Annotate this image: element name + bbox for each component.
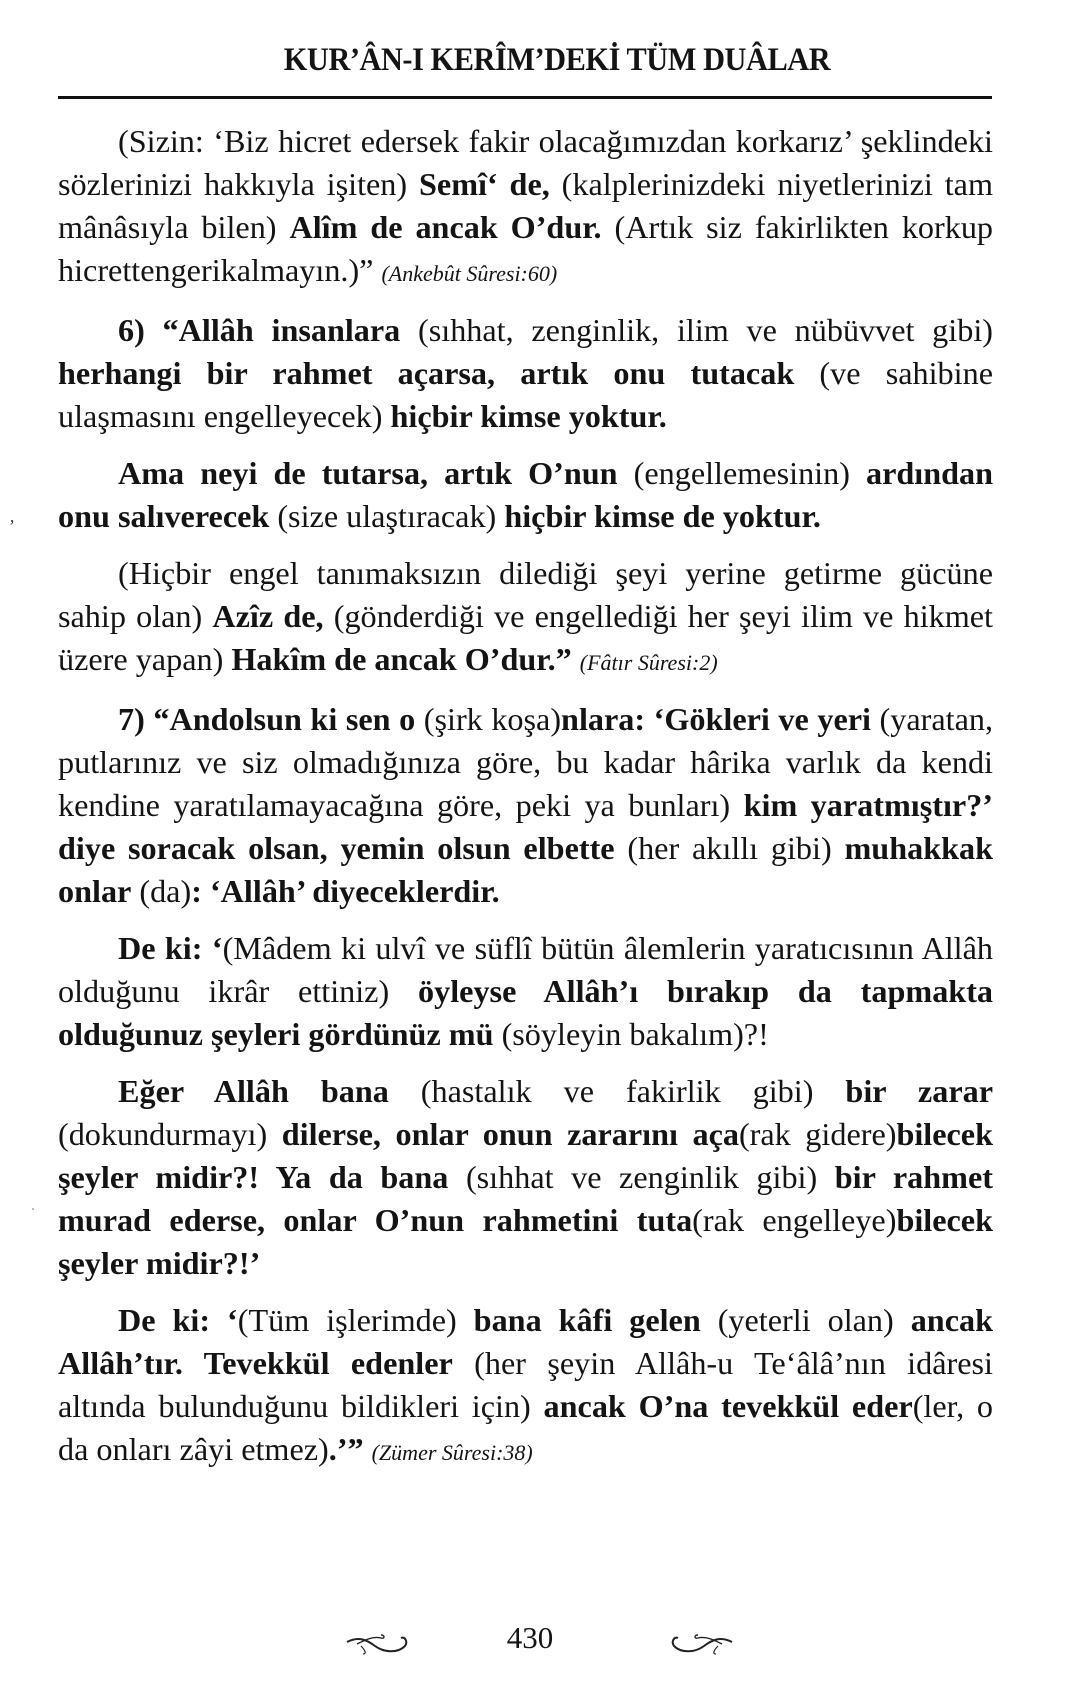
text-run: (rak gidere)	[738, 1116, 897, 1152]
surah-reference: (Fâtır Sûresi:2)	[579, 650, 718, 675]
text-run: (Hiçbir engel tanımaksızın dilediği şeyi yerine getirme gücüne sahip olan)	[58, 555, 993, 634]
margin-dot	[32, 1208, 34, 1210]
bold-text-run: De ki: ‘	[118, 930, 223, 966]
bold-text-run: ardından onu salıverecek	[58, 455, 993, 534]
bold-text-run: bilecek şeyler midir?!’	[58, 1202, 993, 1281]
page-header	[0, 42, 1074, 79]
surah-reference: (Zümer Sûresi:38)	[371, 1440, 533, 1465]
bold-text-run: ancak Allâh’tır. Tevekkül edenler	[58, 1302, 993, 1381]
text-run: (sıhhat, zenginlik, ilim ve nübüvvet gibi)	[400, 312, 993, 348]
bold-text-run: bana kâfi gelen	[473, 1302, 701, 1338]
paragraph	[58, 452, 993, 538]
bold-text-run: Hakîm de ancak O’dur.”	[231, 641, 572, 677]
bold-text-run: hiçbir kimse yoktur.	[390, 398, 667, 434]
bold-text-run: bir zarar	[845, 1073, 993, 1109]
text-run: (her şeyin Allâh-u Te‘âlâ’nın idâresi altında bulunduğunu bildikleri için)	[58, 1345, 993, 1424]
text-run: (yeterli olan)	[700, 1302, 911, 1338]
running-title: KUR’ÂN-I KERÎM’DEKİ TÜM DUÂLAR	[283, 42, 831, 78]
page-footer	[0, 1620, 1074, 1670]
text-run: (Tüm işlerimde)	[237, 1302, 474, 1338]
bold-text-run: 6) “Allâh insanlara	[118, 312, 401, 348]
bold-text-run: dilerse, onlar onun zararını aça	[281, 1116, 739, 1152]
text-run: (Mâdem ki ulvî ve süflî bütün âlemlerin yaratıcısının Allâh olduğunu ikrâr ettiniz)	[58, 930, 993, 1009]
paragraph	[58, 927, 993, 1056]
text-run: (size ulaştıracak)	[269, 498, 505, 534]
bold-text-run: muhakkak onlar	[58, 830, 993, 909]
page-body	[58, 120, 993, 1488]
text-run: (engellemesinin)	[617, 455, 866, 491]
margin-mark: ’	[9, 516, 15, 536]
bold-text-run: bilecek şeyler midir?! Ya da bana	[58, 1116, 993, 1195]
text-run: (şirk koşa)	[415, 701, 562, 737]
bold-text-run: Alîm de ancak O’dur.	[289, 209, 602, 245]
bold-text-run: : ‘Allâh’ diyeceklerdir.	[191, 873, 500, 909]
paragraph	[58, 1070, 993, 1285]
bold-text-run: Eğer Allâh bana	[118, 1073, 389, 1109]
bold-text-run: 7) “Andolsun ki sen o	[118, 701, 416, 737]
text-run: (ve sahibine ulaşmasını engelleyecek)	[58, 355, 993, 434]
text-run: (ler, o da onları zâyi etmez)	[58, 1388, 993, 1467]
text-run: (dokundurmayı)	[58, 1116, 282, 1152]
bold-text-run: Azîz de,	[212, 598, 324, 634]
paragraph	[58, 309, 993, 438]
text-run: (kalplerinizdeki niyetlerinizi tam mânâsıyla bilen)	[58, 166, 993, 245]
bold-text-run: bir rahmet murad ederse, onlar O’nun rahmetini tuta	[58, 1159, 993, 1238]
bold-text-run: .’”	[328, 1431, 364, 1467]
text-run: (hastalık ve fakirlik gibi)	[388, 1073, 846, 1109]
text-run: (sıhhat ve zenginlik gibi)	[448, 1159, 835, 1195]
flourish-ornament-right-icon	[668, 1630, 734, 1660]
text-run: (da)	[131, 873, 192, 909]
bold-text-run: herhangi bir rahmet açarsa, artık onu tutacak	[58, 355, 795, 391]
bold-text-run: kim yaratmıştır?’ diye soracak olsan, yemin olsun elbette	[58, 787, 994, 866]
text-run: (Sizin: ‘Biz hicret edersek fakir olacağımızdan korkarız’ şeklindeki sözlerinizi hakkıyla işiten)	[58, 123, 993, 202]
paragraph	[58, 120, 993, 295]
flourish-ornament-left-icon	[345, 1630, 411, 1660]
page-number: 430	[506, 1620, 554, 1655]
paragraph	[58, 698, 993, 913]
paragraph	[58, 1299, 993, 1474]
bold-text-run: Semî‘ de,	[419, 166, 550, 202]
bold-text-run: De ki: ‘	[118, 1302, 238, 1338]
bold-text-run: ancak O’na tevekkül eder	[543, 1388, 913, 1424]
bold-text-run: hiçbir kimse de yoktur.	[504, 498, 821, 534]
text-run: (rak engelleye)	[692, 1202, 897, 1238]
text-run: (yaratan, putlarınız ve siz olmadığınıza göre, bu kadar hârika varlık da kendi kendine yaratılamayacağına göre, peki ya bunları)	[58, 701, 994, 823]
surah-reference: (Ankebût Sûresi:60)	[381, 261, 558, 286]
bold-text-run: Ama neyi de tutarsa, artık O’nun	[118, 455, 618, 491]
paragraph	[58, 552, 993, 684]
bold-text-run: öyleyse Allâh’ı bırakıp da tapmakta olduğunuz şeyleri gördünüz mü	[58, 973, 994, 1052]
text-run: (söyleyin bakalım)?!	[493, 1016, 769, 1052]
text-run: (gönderdiği ve engellediği her şeyi ilim ve hikmet üzere yapan)	[58, 598, 993, 677]
bold-text-run: nlara: ‘Gökleri ve yeri	[561, 701, 871, 737]
text-run: (her akıllı gibi)	[614, 830, 845, 866]
header-rule	[58, 96, 992, 99]
text-run: (Artık siz fakirlikten korkup hicrettengerikalmayın.)”	[58, 209, 994, 288]
